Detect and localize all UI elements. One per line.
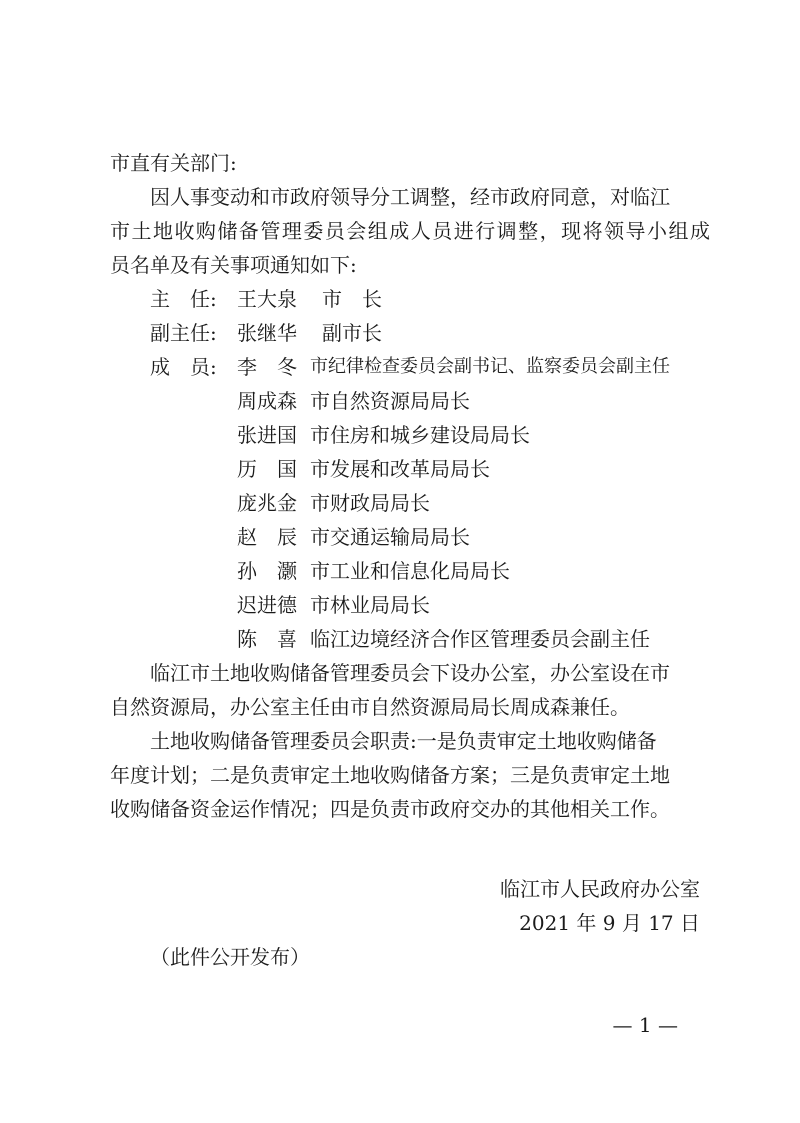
member-name: 孙 灏: [237, 559, 297, 583]
duties-paragraph-line-1: 土地收购储备管理委员会职责:一是负责审定土地收购储备: [150, 729, 657, 753]
intro-line-1: 因人事变动和市政府领导分工调整，经市政府同意，对临江: [150, 185, 670, 209]
member-name: 赵 辰: [237, 525, 297, 549]
members-label: 成 员:: [150, 355, 217, 379]
deputy-title: 副市长: [322, 321, 382, 345]
member-name: 庞兆金: [237, 491, 297, 515]
member-title: 市自然资源局局长: [310, 389, 470, 413]
member-title: 市纪律检查委员会副书记、监察委员会副主任: [310, 356, 670, 377]
director-name: 王大泉: [237, 287, 297, 311]
member-name: 周成森: [237, 389, 297, 413]
member-name: 迟进德: [237, 593, 297, 617]
director-title: 市 长: [322, 287, 382, 311]
office-paragraph-line-1: 临江市土地收购储备管理委员会下设办公室，办公室设在市: [150, 661, 670, 685]
member-title: 市工业和信息化局局长: [310, 559, 510, 583]
issuer-signature: 临江市人民政府办公室: [500, 877, 700, 901]
member-title: 临江边境经济合作区管理委员会副主任: [310, 627, 650, 651]
salutation: 市直有关部门:: [110, 151, 237, 175]
publication-note: （此件公开发布）: [150, 945, 310, 969]
duties-paragraph-line-2: 年度计划；二是负责审定土地收购储备方案；三是负责审定土地: [110, 763, 670, 787]
page-number: — 1 —: [612, 1013, 678, 1037]
deputy-label: 副主任:: [150, 321, 217, 345]
duties-paragraph-line-3: 收购储备资金运作情况；四是负责市政府交办的其他相关工作。: [110, 797, 670, 821]
member-title: 市财政局局长: [310, 491, 430, 515]
member-name: 历 国: [237, 457, 297, 481]
member-title: 市林业局局长: [310, 593, 430, 617]
member-name: 陈 喜: [237, 627, 297, 651]
director-label: 主 任:: [150, 287, 217, 311]
deputy-name: 张继华: [237, 321, 297, 345]
member-title: 市交通运输局局长: [310, 525, 470, 549]
office-paragraph-line-2: 自然资源局，办公室主任由市自然资源局局长周成森兼任。: [110, 695, 630, 719]
member-title: 市住房和城乡建设局局长: [310, 423, 530, 447]
issue-date: 2021 年 9 月 17 日: [519, 911, 700, 935]
member-title: 市发展和改革局局长: [310, 457, 490, 481]
member-name: 李 冬: [237, 355, 297, 379]
member-name: 张进国: [237, 423, 297, 447]
intro-line-3: 员名单及有关事项通知如下:: [110, 253, 357, 277]
intro-line-2: 市土地收购储备管理委员会组成人员进行调整，现将领导小组成: [110, 219, 710, 243]
